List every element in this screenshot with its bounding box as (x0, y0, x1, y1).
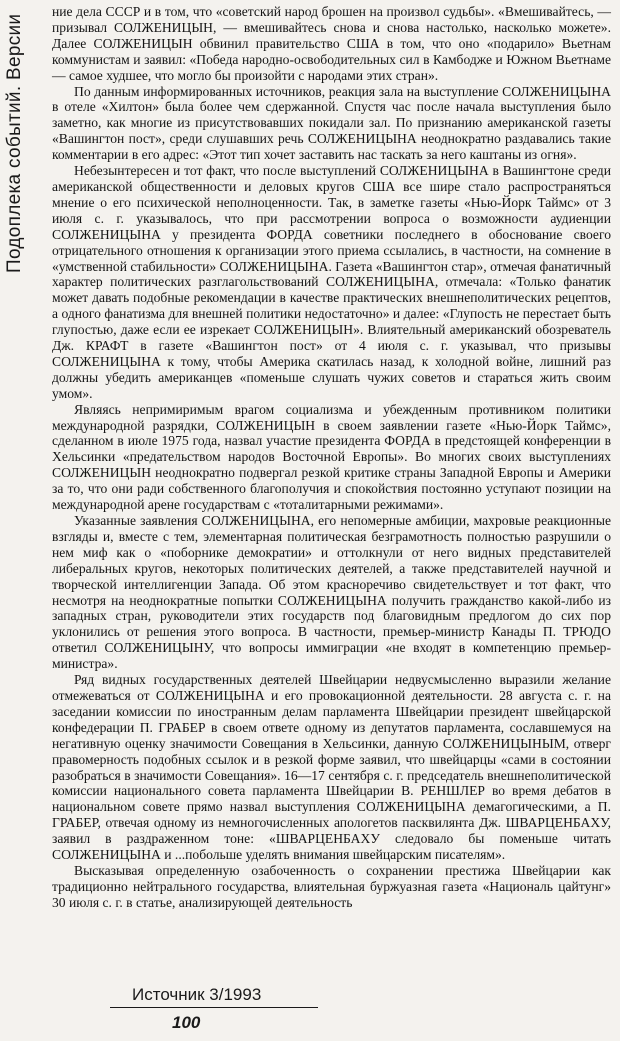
paragraph: Указанные заявления СОЛЖЕНИЦЫНА, его непомерные амбиции, махровые реакционные взгляды и, вместе с тем, элементарная политическая безграмотность полностью разрушили о нем миф как о «поборнике демократии» и оттолкнули от него видных представителей либеральных кругов, некоторых политических деятелей, а также представителей научной и творческой интеллигенции Запада. Об этом красноречиво свидетельствует и тот факт, что несмотря на неоднократные попытки СОЛЖЕНИЦЫНА получить гражданство какой-либо из западных стран, руководители этих государств под благовидным предлогом до сих пор уклонились от решения этого вопроса. В частности, премьер-министр Канады П. ТРЮДО ответил СОЛЖЕНИЦЫНУ, что вопросы иммиграции «не входят в компетенцию премьер-министра». (52, 513, 611, 672)
paragraph: ние дела СССР и в том, что «советский народ брошен на произвол судьбы». «Вмешивайтесь, — призывал СОЛЖЕНИЦЫН, — вмешивайтесь снова и снова настолько, насколько можете». Далее СОЛЖЕНИЦЫН обвинил правительство США в том, что оно «подарило» Вьетнам коммунистам и заявил: «Победа народно-освободительных сил в Камбодже и Южном Вьетнаме — самое худшее, что могло бы произойти с народами этих стран». (52, 4, 611, 83)
paragraph: Высказывая определенную озабоченность о сохранении престижа Швейцарии как традиционно нейтрального государства, влиятельная буржуазная газета «Националь цайтунг» 30 июля с. г. в статье, анализирующей деятельность (52, 862, 611, 910)
paragraph: Ряд видных государственных деятелей Швейцарии недвусмысленно выразили желание отмежеваться от СОЛЖЕНИЦЫНА и его провокационной деятельности. 28 августа с. г. на заседании комиссии по иностранным делам парламента Швейцарии президент швейцарской конфедерации П. ГРАБЕР в своем ответе одному из депутатов парламента, сославшемуся на негативную оценку значимости Совещания в Хельсинки, данную СОЛЖЕНИЦЫНЫМ, отверг правомерность подобных ссылок и в резкой форме заявил, что швейцарцы «сами в состоянии разобраться в значимости Совещания». 16—17 сентября с. г. председатель внешнеполитической комиссии национального совета парламента Швейцарии В. РЕНШЛЕР во время дебатов в национальном совете прямо назвал выступления СОЛЖЕНИЦЫНА демагогическими, а П. ГРАБЕР, отвечая одному из немногочисленных апологетов пасквилянта Дж. ШВАРЦЕНБАХУ, заявил в раздраженном тоне: «ШВАРЦЕНБАХУ следовало бы поменьше читать СОЛЖЕНИЦЫНА и ...побольше уделять внимания швейцарским писателям». (52, 672, 611, 863)
article-body (52, 4, 611, 911)
running-header: Подоплека событий. Версии (4, 14, 25, 274)
page-number: 100 (172, 1013, 201, 1032)
paragraph: Являясь непримиримым врагом социализма и убежденным противником политики международной разрядки, СОЛЖЕНИЦЫН в своем заявлении газете «Нью-Йорк Таймс», сделанном в июле 1975 года, назвал участие президента ФОРДА в предстоящей конференции в Хельсинки «предательством народов Восточной Европы». Во многих своих выступлениях СОЛЖЕНИЦЫН неоднократно подвергал резкой критике страны Западной Европы и Америки за то, что они ради собственного благополучия и спокойствия постоянно уступают позиции на международной арене государствам с «тоталитарными режимами». (52, 401, 611, 513)
source-line: Источник 3/1993 (132, 985, 262, 1004)
paragraph: По данным информированных источников, реакция зала на выступление СОЛЖЕНИЦЫНА в отеле «Хилтон» была более чем сдержанной. Спустя час после начала выступления было заметно, как многие из присутствовавших покидали зал. По признанию американской газеты «Вашингтон пост», среди слушавших речь СОЛЖЕНИЦЫНА неоднократно раздавались такие комментарии в его адрес: «Этот тип хочет заставить нас таскать за него каштаны из огня». (52, 83, 611, 163)
paragraph: Небезынтересен и тот факт, что после выступлений СОЛЖЕНИЦЫНА в Вашингтоне среди американской общественности и деловых кругов США все шире стало распространяться мнение о его психической неполноценности. Так, в заметке газеты «Нью-Йорк Таймс» от 3 июля с. г. указывалось, что при рассмотрении вопроса о возможности аудиенции СОЛЖЕНИЦЫНА у президента ФОРДА советники последнего в обоснование своего отрицательного отношения к организации этого приема ссылались, в частности, на сомнение в «умственной стабильности» СОЛЖЕНИЦЫНА. Газета «Вашингтон стар», отмечая фанатичный характер политических разглагольствований СОЛЖЕНИЦЫНА, отмечала: «Только фанатик может давать подобные рекомендации в качестве практических внешнеполитических рецептов, а одного фанатизма для внешней политики недостаточно» и далее: «Глупость не перестает быть глупостью, даже если ее изрекает СОЛЖЕНИЦЫН». Влиятельный американский обозреватель Дж. КРАФТ в газете «Вашингтон пост» от 4 июля с. г. указывал, что призывы СОЛЖЕНИЦЫНА к тому, чтобы Америка скатилась назад, к холодной войне, лишний раз должны убедить американцев «поменьше слушать чужих советов и стараться жить своим умом». (52, 163, 611, 401)
footer-divider (110, 1007, 318, 1008)
